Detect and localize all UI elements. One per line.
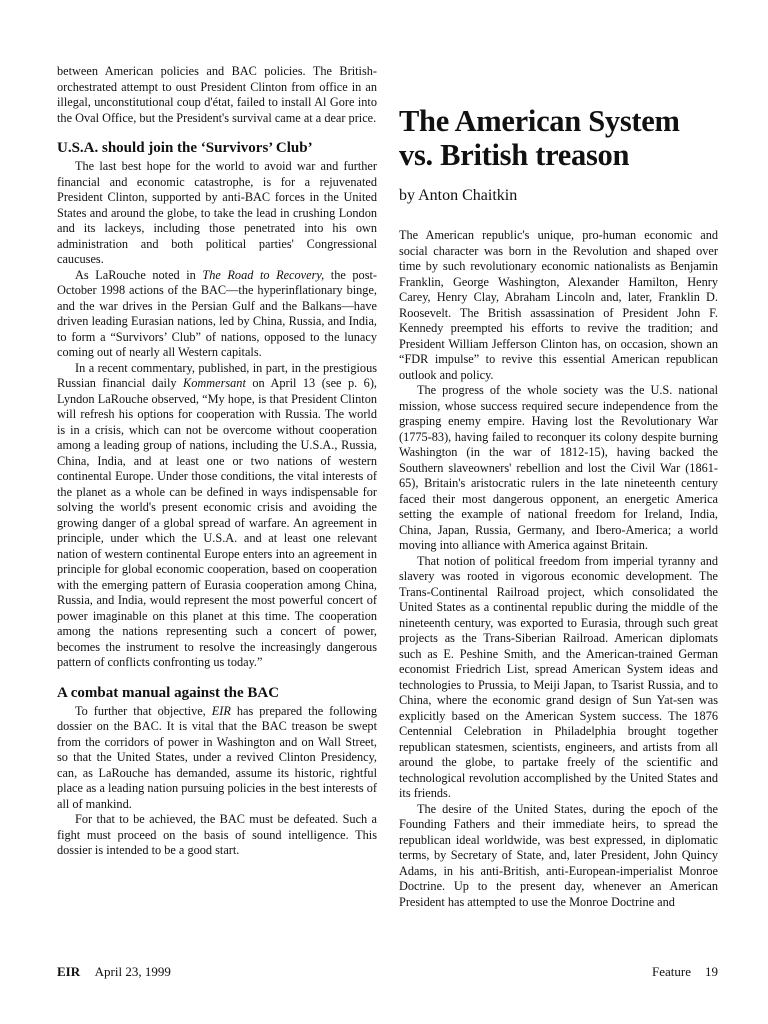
paragraph: The last best hope for the world to avoid war and further financial and economic catastrophe, is for a rejuvenated President Clinton, supported by anti-BAC forces in the United States and around the globe, to take the lead in crushing London and its lackeys, including those penetrated into his own administration and both political parties' Congressional caucuses. (57, 159, 377, 266)
publication-name: EIR (57, 964, 81, 979)
paragraph: That notion of political freedom from imperial tyranny and slavery was rooted in vigorous economic development. The Trans-Continental Railroad project, which consolidated the United States as a continental republic during the middle of the nineteenth century, was exported to Eurasia, through such great projects as the Trans-Siberian Railroad. American diplomats such as E. Peshine Smith, and the American-trained German economist Friedrich List, spread American System ideas and technologies to Prussia, to Meiji Japan, to Tsarist Russia, and to China, where the economic grand design of Sun Yat-sen was explicitly based on the American System success. The 1876 Centennial Celebration in Philadelphia brought together republican statesmen, scientists, engineers, and artists from all around the globe, to partake freely of the scientific and technological revolution accomplished by the United States and its friends. (399, 553, 718, 800)
title-line-2: vs. British treason (399, 138, 630, 172)
article-title (399, 104, 718, 172)
section-heading-combat-manual: A combat manual against the BAC (57, 684, 280, 701)
byline: by Anton Chaitkin (399, 187, 518, 204)
paragraph: The American republic's unique, pro-human economic and social character was born in the Revolution and shaped over time by such revolutionary economic nationalists as Benjamin Franklin, George Washington, Alexander Hamilton, Henry Carey, Henry Clay, Abraham Lincoln and, later, Franklin D. Roosevelt. The British assassination of President John F. Kennedy preempted his efforts to revive the tradition; and President William Jefferson Clinton has, on occasion, shown an “FDR impulse” to revive this essential American republican outlook and policy. (399, 228, 718, 382)
intro-paragraph: between American policies and BAC policies. The British-orchestrated attempt to oust President Clinton from office in an illegal, unconstitutional coup d'état, failed to install Al Gore into the Oval Office, but the President's survival came at a dear price. (57, 64, 377, 125)
paragraph: In a recent commentary, published, in part, in the prestigious Russian financial daily Kommersant on April 13 (see p. 6), Lyndon LaRouche observed, “My hope, is that President Clinton will refresh his options for cooperation with Russia. The world is in a crisis, which can not be overcome without cooperation among a leading group of nations, including the U.S.A., Russia, China, India, and at least one or two nations of western continental Europe. Under those conditions, the vital interests of the planet as a whole can be defined in ways indispensable for solving the world's present economic crisis and avoiding the growing danger of a global spread of warfare. An agreement in principle, under which the U.S.A. and at least one relevant nation of western continental Europe enters into an agreement in principle for global economic cooperation, based on cooperation with the emerging pattern of Eurasia cooperation among China, Russia, and India, would represent the most powerful concert of power imaginable on this planet at this time. The cooperation among the nations representing such a concert of power, becomes the instrument to resolve the increasingly dangerous pattern of conflicts confronting us today.” (57, 360, 377, 669)
left-column (57, 64, 377, 859)
book-title: The Road to Recovery, (202, 267, 325, 282)
issue-date: April 23, 1999 (94, 964, 171, 979)
section-heading-survivors-club: U.S.A. should join the ‘Survivors’ Club’ (57, 140, 313, 156)
paragraph: As LaRouche noted in The Road to Recovery, the post-October 1998 actions of the BAC—the hyperinflationary binge, and the war drives in the Persian Gulf and the Balkans—have driven leading Eurasian nations, led by China, Russia, and India, to form a “Survivors’ Club” of nations, opposed to the lunacy coming out of nearly all Western capitals. (57, 267, 377, 359)
footer-right (652, 964, 718, 980)
section-name: Feature (652, 964, 691, 979)
title-line-1: The American System (399, 104, 680, 138)
paragraph: For that to be achieved, the BAC must be defeated. Such a fight must proceed on the basis of sound intelligence. This dossier is intended to be a good start. (57, 812, 377, 857)
publication-name: EIR (211, 703, 231, 718)
page-footer (57, 964, 718, 980)
paragraph: The desire of the United States, during the epoch of the Founding Fathers and their immediate heirs, to spread the republican ideal worldwide, was best expressed, in diplomatic terms, by Secretary of State, and, later President, John Quincy Adams, in his anti-British, anti-European-imperialist Monroe Doctrine. Up to the present day, whenever an American President has attempted to use the Monroe Doctrine and (399, 801, 718, 909)
page-number: 19 (705, 964, 718, 979)
paragraph: To further that objective, EIR has prepared the following dossier on the BAC. It is vital that the BAC treason be swept from the corridors of power in Washington and on Wall Street, so that the United States, under a revived Clinton Presidency, can, as LaRouche has demanded, assume its historic, rightful place as a leading nation pursuing policies in the best interests of all of mankind. (57, 703, 377, 811)
paragraph: The progress of the whole society was the U.S. national mission, whose success required secure independence from the grasping enemy empire. Having lost the Revolutionary War (1775-83), having failed to reconquer its colony despite burning Washington (in the war of 1812-15), having backed the Southern slaveowners' rebellion and lost the Civil War (1861-65), Britain's aristocratic rulers in the late nineteenth century faced their most dangerous opponent, an energetic America setting the example of national freedom for Ireland, India, China, Japan, Russia, Germany, and Ibero-America; a world moving into alliance with America against Britain. (399, 383, 718, 552)
newspaper-title: Kommersant (183, 376, 246, 390)
right-column (399, 64, 718, 910)
